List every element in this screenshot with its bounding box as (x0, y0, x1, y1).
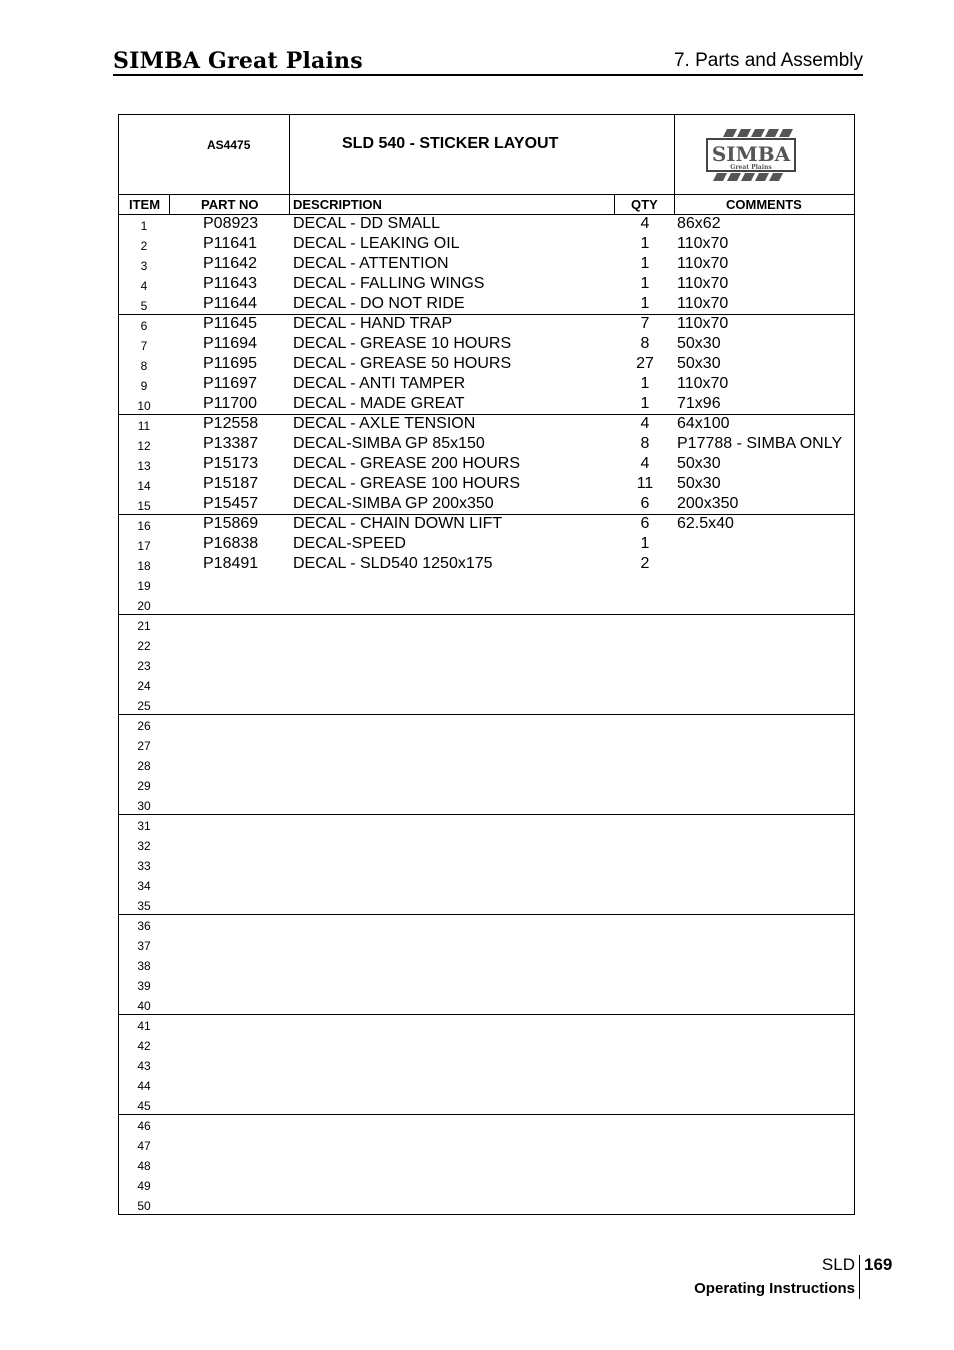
row-item-number: 8 (140, 359, 148, 373)
divider (169, 194, 170, 214)
row-quantity: 1 (640, 375, 650, 392)
row-comments: 110x70 (677, 315, 729, 332)
row-item-number: 33 (137, 859, 151, 873)
divider (674, 194, 675, 214)
table-row (119, 274, 854, 294)
row-description: DECAL - GREASE 10 HOURS (293, 335, 512, 352)
table-row (119, 854, 854, 874)
table-row (119, 894, 854, 914)
row-description: DECAL - GREASE 200 HOURS (293, 455, 521, 472)
table-row (119, 974, 854, 994)
table-row (119, 614, 854, 634)
footer-subtitle: Operating Instructions (694, 1280, 855, 1297)
table-row (119, 1014, 854, 1034)
row-quantity: 4 (640, 215, 650, 232)
row-item-number: 30 (137, 799, 151, 813)
row-description: DECAL - FALLING WINGS (293, 275, 485, 292)
row-part-number: P15173 (203, 455, 259, 472)
row-part-number: P11695 (203, 355, 257, 372)
table-row (119, 314, 854, 334)
table-row (119, 434, 854, 454)
table-row (119, 754, 854, 774)
row-item-number: 36 (137, 919, 151, 933)
row-item-number: 40 (137, 999, 151, 1013)
row-description: DECAL - DD SMALL (293, 215, 440, 232)
row-part-number: P11645 (203, 315, 257, 332)
row-item-number: 19 (137, 579, 151, 593)
col-qty: QTY (631, 197, 658, 212)
simba-logo (705, 127, 797, 183)
row-part-number: P18491 (203, 555, 259, 572)
table-row (119, 1114, 854, 1134)
row-item-number: 38 (137, 959, 151, 973)
header-rule (113, 74, 863, 76)
row-part-number: P11643 (203, 275, 257, 292)
row-description: DECAL - MADE GREAT (293, 395, 465, 412)
row-item-number: 1 (140, 219, 148, 233)
row-comments: 110x70 (677, 235, 729, 252)
table-row (119, 294, 854, 314)
row-comments: P17788 - SIMBA ONLY (677, 435, 843, 452)
divider (614, 194, 615, 214)
row-quantity: 2 (640, 555, 650, 572)
table-row (119, 694, 854, 714)
row-quantity: 4 (640, 455, 650, 472)
row-item-number: 23 (137, 659, 151, 673)
row-quantity: 8 (640, 435, 650, 452)
row-quantity: 1 (640, 395, 650, 412)
col-comments: COMMENTS (726, 197, 802, 212)
table-row (119, 574, 854, 594)
table-row (119, 634, 854, 654)
row-quantity: 6 (640, 515, 650, 532)
row-quantity: 6 (640, 495, 650, 512)
row-description: DECAL - SLD540 1250x175 (293, 555, 493, 572)
row-item-number: 7 (140, 339, 148, 353)
table-row (119, 474, 854, 494)
table-row (119, 934, 854, 954)
row-part-number: P11697 (203, 375, 257, 392)
row-item-number: 35 (137, 899, 151, 913)
row-description: DECAL - AXLE TENSION (293, 415, 476, 432)
table-row (119, 214, 854, 234)
table-row (119, 1154, 854, 1174)
table-row (119, 454, 854, 474)
row-comments: 110x70 (677, 295, 729, 312)
row-quantity: 1 (640, 295, 650, 312)
row-description: DECAL - GREASE 50 HOURS (293, 355, 512, 372)
table-row (119, 734, 854, 754)
table-row (119, 374, 854, 394)
table-row (119, 394, 854, 414)
row-comments: 86x62 (677, 215, 721, 232)
table-row (119, 914, 854, 934)
row-item-number: 24 (137, 679, 151, 693)
section-title: 7. Parts and Assembly (673, 50, 863, 71)
row-item-number: 25 (137, 699, 151, 713)
row-quantity: 1 (640, 275, 650, 292)
row-part-number: P12558 (203, 415, 259, 432)
row-item-number: 2 (140, 239, 148, 253)
col-item: ITEM (129, 197, 161, 212)
row-quantity: 1 (640, 235, 650, 252)
row-quantity: 8 (640, 335, 650, 352)
table-row (119, 254, 854, 274)
svg-text:Great Plains: Great Plains (730, 164, 772, 171)
row-comments: 62.5x40 (677, 515, 734, 532)
row-part-number: P16838 (203, 535, 259, 552)
table-row (119, 1074, 854, 1094)
svg-text:SIMBA: SIMBA (711, 142, 791, 166)
footer-doc: SLD (821, 1255, 855, 1274)
row-item-number: 26 (137, 719, 151, 733)
table-row (119, 554, 854, 574)
table-row (119, 1054, 854, 1074)
row-item-number: 20 (137, 599, 151, 613)
row-item-number: 41 (137, 1019, 151, 1033)
row-item-number: 18 (137, 559, 151, 573)
row-comments: 110x70 (677, 255, 729, 272)
row-item-number: 34 (137, 879, 151, 893)
row-item-number: 4 (140, 279, 148, 293)
row-comments: 50x30 (677, 355, 721, 372)
divider (119, 194, 854, 195)
row-item-number: 32 (137, 839, 151, 853)
row-item-number: 42 (137, 1039, 151, 1053)
row-comments: 50x30 (677, 455, 721, 472)
row-item-number: 12 (137, 439, 151, 453)
row-quantity: 27 (636, 355, 654, 372)
table-row (119, 834, 854, 854)
row-item-number: 45 (137, 1099, 151, 1113)
row-item-number: 47 (137, 1139, 151, 1153)
table-row (119, 874, 854, 894)
row-description: DECAL-SIMBA GP 200x350 (293, 495, 494, 512)
row-comments: 200x350 (677, 495, 739, 512)
table-row (119, 1034, 854, 1054)
table-row (119, 774, 854, 794)
row-item-number: 27 (137, 739, 151, 753)
row-item-number: 10 (137, 399, 151, 413)
divider (674, 115, 675, 194)
table-row (119, 594, 854, 614)
row-item-number: 16 (137, 519, 151, 533)
row-item-number: 49 (137, 1179, 151, 1193)
row-description: DECAL - HAND TRAP (293, 315, 453, 332)
row-quantity: 4 (640, 415, 650, 432)
row-part-number: P11700 (203, 395, 257, 412)
row-quantity: 1 (640, 535, 650, 552)
table-row (119, 514, 854, 534)
row-item-number: 22 (137, 639, 151, 653)
row-item-number: 15 (137, 499, 151, 513)
brand-title: SIMBA Great Plains (113, 48, 363, 74)
table-row (119, 234, 854, 254)
row-description: DECAL - LEAKING OIL (293, 235, 460, 252)
row-comments: 64x100 (677, 415, 730, 432)
row-item-number: 28 (137, 759, 151, 773)
row-item-number: 50 (137, 1199, 151, 1213)
row-description: DECAL - ATTENTION (293, 255, 449, 272)
row-comments: 110x70 (677, 375, 729, 392)
col-part-no: PART NO (201, 197, 259, 212)
row-quantity: 11 (636, 475, 654, 492)
row-part-number: P15187 (203, 475, 259, 492)
table-row (119, 814, 854, 834)
divider (289, 194, 290, 214)
row-item-number: 46 (137, 1119, 151, 1133)
row-part-number: P11641 (203, 235, 257, 252)
row-item-number: 3 (140, 259, 148, 273)
row-description: DECAL - GREASE 100 HOURS (293, 475, 521, 492)
parts-table (118, 114, 855, 1215)
table-row (119, 1134, 854, 1154)
row-item-number: 9 (140, 379, 148, 393)
table-row (119, 414, 854, 434)
row-item-number: 37 (137, 939, 151, 953)
table-row (119, 994, 854, 1014)
row-item-number: 29 (137, 779, 151, 793)
row-item-number: 13 (137, 459, 151, 473)
row-description: DECAL-SPEED (293, 535, 406, 552)
table-row (119, 534, 854, 554)
table-row (119, 1174, 854, 1194)
row-item-number: 48 (137, 1159, 151, 1173)
table-row (119, 494, 854, 514)
table-row (119, 674, 854, 694)
row-part-number: P15869 (203, 515, 259, 532)
table-row (119, 1094, 854, 1114)
table-row (119, 1194, 854, 1214)
row-part-number: P08923 (203, 215, 259, 232)
row-item-number: 6 (140, 319, 148, 333)
row-item-number: 11 (137, 419, 151, 433)
col-description: DESCRIPTION (293, 197, 382, 212)
table-row (119, 714, 854, 734)
row-quantity: 1 (640, 255, 650, 272)
row-item-number: 5 (140, 299, 148, 313)
table-row (119, 794, 854, 814)
footer-divider (859, 1255, 860, 1299)
row-part-number: P11694 (203, 335, 257, 352)
row-part-number: P11644 (203, 295, 257, 312)
row-comments: 71x96 (677, 395, 721, 412)
row-description: DECAL-SIMBA GP 85x150 (293, 435, 485, 452)
page-number: 169 (864, 1255, 893, 1274)
row-item-number: 17 (137, 539, 151, 553)
row-comments: 50x30 (677, 335, 721, 352)
row-description: DECAL - ANTI TAMPER (293, 375, 466, 392)
divider (289, 115, 290, 194)
table-row (119, 334, 854, 354)
row-item-number: 43 (137, 1059, 151, 1073)
row-part-number: P11642 (203, 255, 257, 272)
row-item-number: 14 (137, 479, 151, 493)
row-item-number: 39 (137, 979, 151, 993)
table-row (119, 354, 854, 374)
row-part-number: P15457 (203, 495, 259, 512)
table-row (119, 654, 854, 674)
row-item-number: 44 (137, 1079, 151, 1093)
row-comments: 50x30 (677, 475, 721, 492)
row-description: DECAL - CHAIN DOWN LIFT (293, 515, 503, 532)
table-title: SLD 540 - STICKER LAYOUT (342, 135, 559, 152)
row-description: DECAL - DO NOT RIDE (293, 295, 465, 312)
row-part-number: P13387 (203, 435, 259, 452)
row-comments: 110x70 (677, 275, 729, 292)
row-item-number: 31 (137, 819, 151, 833)
row-quantity: 7 (640, 315, 650, 332)
table-row (119, 954, 854, 974)
row-item-number: 21 (137, 619, 151, 633)
assembly-number: AS4475 (207, 138, 251, 152)
